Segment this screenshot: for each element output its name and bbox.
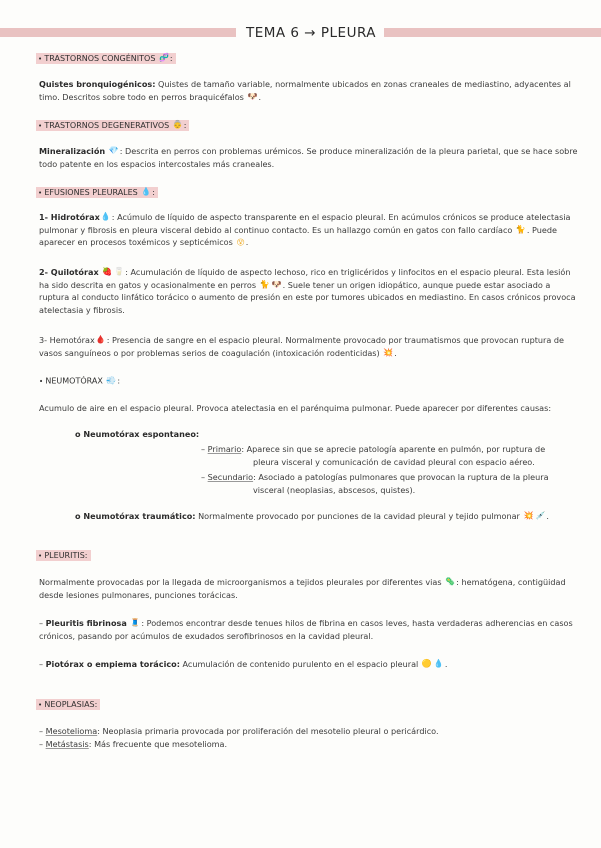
- quilotorax-text2: . Suele tener un origen idiopático, aunque puede estar asociado a ruptura al conducto linfático torácico o aumento de presión en este por tumores ubicados en mediastino. En casos crónicos provoca atelectasia y fibrosis.: [39, 279, 576, 315]
- title-bar-right: [384, 28, 601, 37]
- neumotorax-intro: Acumulo de aire en el espacio pleural. Provoca atelectasia en el parénquima pulmonar. Puede aparecer por diferentes causas:: [39, 403, 552, 413]
- hemotorax-label: 3- Hemotórax: [39, 335, 95, 345]
- piotorax-text: Acumulación de contenido purulento en el espacio pleural: [179, 659, 419, 669]
- heading-neoplasias: • NEOPLASIAS:: [36, 699, 100, 711]
- heading-pleuritis: • PLEURITIS:: [36, 550, 91, 562]
- collision-icon: 💥: [523, 511, 534, 521]
- secundario-text2: visceral (neoplasias, abscesos, quistes).: [253, 484, 416, 495]
- quistes-text: Quistes de tamaño variable, normalmente ubicados en zonas craneales de mediastino, adyacentes al timo. Descritos sobre todo en perros braquicéfalos: [39, 79, 571, 102]
- heading-pleuritis-text: PLEURITIS:: [44, 551, 88, 560]
- droplet-icon: 💧: [141, 187, 152, 196]
- metastasis-text: : Más frecuente que mesotelioma.: [88, 739, 228, 749]
- fibrinosa-label: Pleuritis fibrinosa: [45, 618, 127, 628]
- degenerativos-paragraph: [39, 145, 579, 170]
- hidrotorax-paragraph: 1- Hidrotórax💧: Acúmulo de líquido de aspecto transparente en el espacio pleural. En acúmulos crónicos se produce atelectasia pulmonar y fibrosis en pleura visceral debido al continuo contacto. Es un hallazgo común en gatos con fallo cardíaco 🐈. Puede aparecer en procesos toxémicos y septicémicos 😵.: [39, 212, 571, 248]
- dna-icon: 🧬: [158, 53, 169, 62]
- cat-icon: 🐈: [259, 279, 270, 289]
- quilotorax-text: : Acumulación de líquido de aspecto lechoso, rico en triglicéridos y linfocitos en el espacio pleural. Esta lesión ha sido descrita en gatos y ocasionalmente en perros: [39, 267, 571, 290]
- fibrinosa-text: : Podemos encontrar desde tenues hilos de fibrina en casos leves, hasta verdaderas adherencias en casos crónicos, pasando por acúmulos de exudados serofibrinosos en la cavidad pleural.: [39, 618, 573, 641]
- mineralizacion-text: : Descrita en perros con problemas urémicos. Se produce mineralización de la pleura parietal, que se hace sobre todo patente en los espacios intercostales más craneales.: [39, 146, 578, 169]
- mesotelioma-text: : Neoplasia primaria provocada por proliferación del mesotelio pleural o pericárdico.: [97, 726, 439, 736]
- hemotorax-paragraph: 3- Hemotórax🩸: Presencia de sangre en el espacio pleural. Normalmente provocado por traumatismos que provocan ruptura de vasos sanguíneos o por problemas serios de coagulación (intoxicación rodenticidas) 💥.: [39, 335, 564, 358]
- espontaneo-label: o Neumotórax espontaneo:: [75, 429, 200, 439]
- title-bar-left: [0, 28, 236, 37]
- congenitos-paragraph: Quistes bronquiogénicos: Quistes de tamaño variable, normalmente ubicados en zonas craneales de mediastino, adyacentes al timo. Descritos sobre todo en perros braquicéfalos 🐶.: [39, 79, 571, 102]
- pleuritis-intro: [39, 576, 579, 601]
- wind-icon: 💨: [106, 376, 117, 385]
- quistes-label: Quistes bronquiogénicos:: [39, 79, 156, 89]
- metastasis-label: Metástasis: [45, 739, 89, 749]
- gem-icon: 💎: [108, 146, 119, 156]
- mesotelioma-label: Mesotelioma: [45, 726, 98, 736]
- strawberry-icon: 🍓: [102, 267, 113, 277]
- hidrotorax-text2: . Puede aparecer en procesos toxémicos y septicémicos: [39, 224, 558, 248]
- collision-icon: 💥: [383, 347, 394, 357]
- heading-neumotorax-text: NEUMOTÓRAX: [45, 376, 103, 386]
- sick-face-icon: 😵: [236, 237, 245, 247]
- quilotorax-label: 2- Quilotórax: [39, 267, 99, 277]
- traumatico-label: o Neumotórax traumático:: [75, 511, 196, 521]
- thread-icon: 🧵: [130, 618, 141, 628]
- primario-text: : Aparece sin que se aprecie patología aparente en pulmón, por ruptura de: [241, 444, 546, 454]
- yellow-circle-icon: 🟡: [421, 659, 432, 669]
- page-title: TEMA 6 → PLEURA: [245, 25, 377, 41]
- secundario-item: – Secundario: Asociado a patologías pulmonares que provocan la ruptura de la pleura visceral (neoplasias, abscesos, quistes).: [201, 471, 581, 496]
- heading-efusiones-text: EFUSIONES PLEURALES: [44, 187, 138, 197]
- primario-label: Primario: [207, 444, 242, 454]
- heading-efusiones: • EFUSIONES PLEURALES 💧:: [36, 186, 158, 199]
- heading-degenerativos: • TRASTORNOS DEGENERATIVOS 👵:: [36, 119, 189, 132]
- droplet-icon: 💧: [100, 212, 111, 222]
- mineralizacion-label: Mineralización: [39, 146, 106, 156]
- droplet-icon: 💧: [433, 659, 444, 669]
- pleuritis-intro-text: Normalmente provocadas por la llegada de microorganismos a tejidos pleurales por diferentes vias: [39, 577, 442, 587]
- heading-neumotorax: • NEUMOTÓRAX 💨:: [39, 376, 121, 386]
- microbe-icon: 🦠: [445, 577, 456, 587]
- syringe-icon: 💉: [535, 511, 546, 521]
- metastasis-line: – Metástasis: Más frecuente que mesotelioma.: [39, 739, 228, 749]
- dog-face-icon: 🐶: [247, 91, 258, 101]
- traumatico-line: o Neumotórax traumático: Normalmente provocado por punciones de la cavidad pleural y tejido pulmonar 💥 💉.: [75, 511, 549, 521]
- heading-degenerativos-text: TRASTORNOS DEGENERATIVOS: [44, 120, 170, 130]
- hemotorax-text: : Presencia de sangre en el espacio pleural. Normalmente provocado por traumatismos que provocan ruptura de vasos sanguíneos o por problemas serios de coagulación (intoxicación rodenticidas): [39, 335, 564, 358]
- blood-drop-icon: 🩸: [95, 335, 106, 345]
- piotorax-label: Piotórax o empiema torácico:: [45, 659, 180, 669]
- pleuritis-intro-text2: : hematógena, contigüidad desde lesiones pulmonares, punciones torácicas.: [39, 577, 566, 600]
- cat-icon: 🐈: [515, 224, 526, 234]
- traumatico-text: Normalmente provocado por punciones de la cavidad pleural y tejido pulmonar: [195, 511, 520, 521]
- elder-face-icon: 👵: [172, 120, 183, 129]
- secundario-label: Secundario: [207, 472, 254, 482]
- espontaneo-line: [39, 428, 579, 441]
- hidrotorax-label: 1- Hidrotórax: [39, 212, 100, 222]
- piotorax-paragraph: – Piotórax o empiema torácico: Acumulación de contenido purulento en el espacio pleural 🟡 💧.: [39, 659, 448, 669]
- primario-item: – Primario: Aparece sin que se aprecie patología aparente en pulmón, por ruptura de pleura visceral y comunicación de cavidad pleural con espacio aéreo.: [201, 443, 581, 468]
- quilotorax-paragraph: [39, 266, 579, 316]
- heading-neoplasias-text: NEOPLASIAS:: [44, 700, 98, 709]
- milk-icon: 🥛: [114, 267, 125, 277]
- secundario-text: : Asociado a patologías pulmonares que provocan la ruptura de la pleura: [253, 472, 549, 482]
- fibrinosa-paragraph: – Pleuritis fibrinosa 🧵: Podemos encontrar desde tenues hilos de fibrina en casos leves, hasta verdaderas adherencias en casos crónicos, pasando por acúmulos de exudados serofibrinosos en la cavidad pleural.: [39, 618, 573, 641]
- hidrotorax-text: : Acúmulo de líquido de aspecto transparente en el espacio pleural. En acúmulos crónicos se produce atelectasia pulmonar y fibrosis en pleura visceral debido al continuo contacto. Es un hallazgo común en gatos con fallo cardíaco: [39, 212, 571, 235]
- heading-congenitos-text: TRASTORNOS CONGÉNITOS: [44, 53, 156, 63]
- title-row: [0, 25, 601, 41]
- heading-congenitos: • TRASTORNOS CONGÉNITOS 🧬:: [36, 52, 176, 65]
- dog-face-icon: 🐶: [271, 279, 282, 289]
- primario-text2: pleura visceral y comunicación de cavidad pleural con espacio aéreo.: [253, 456, 535, 467]
- mesotelioma-line: – Mesotelioma: Neoplasia primaria provocada por proliferación del mesotelio pleural o pericárdico.: [39, 726, 439, 736]
